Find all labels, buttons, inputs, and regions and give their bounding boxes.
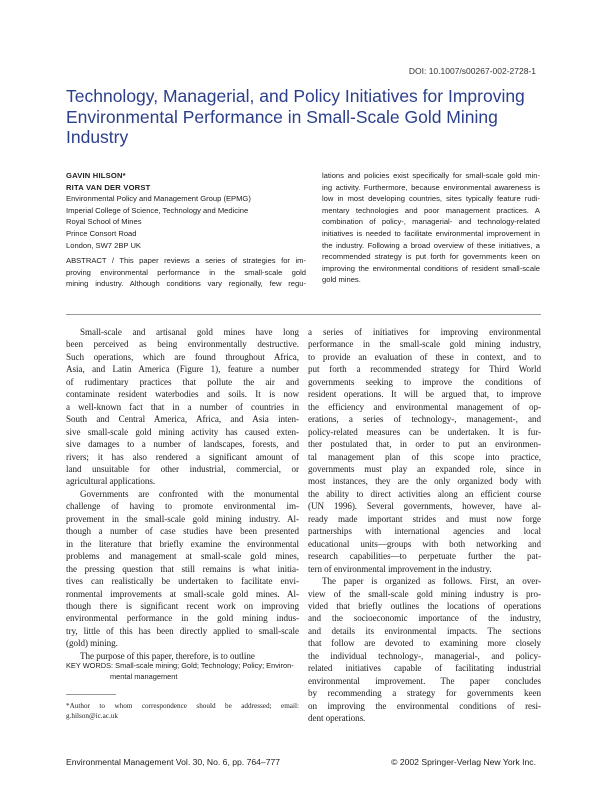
body-line: dent operations. [308,713,366,724]
body-line: problems and management at small-scale gold mines, [66,551,299,562]
body-line: tives can realistically be undertaken to facilitate envi- [66,576,299,587]
body-line: provement in the small-scale gold mining industry. Al- [66,513,299,524]
author-name: GAVIN HILSON* [66,171,126,180]
body-line: vided that briefly outlines the locations of operations [308,600,541,611]
abstract-line: mining industry. Although conditions vary regionally, few regu- [66,279,306,289]
abstract-line: proving environmental performance in the small-scale gold [66,267,306,277]
body-line: sive small-scale gold mining activity has caused exten- [66,426,299,437]
body-line: most instances, they are the only organized body with [308,476,541,487]
body-line: that follow are devoted to examining more closely [308,638,541,649]
body-line: The purpose of this paper, therefore, is to outline [80,650,255,661]
body-line: tern of environmental improvement in the industry. [308,563,492,574]
body-column-left [66,326,299,662]
footnote-line: g.hilson@ic.ac.uk [66,712,118,720]
body-line: ready made important strides and must now forge [308,513,541,524]
body-line: policy-related measures can be undertaken. It is fur- [308,426,541,437]
body-line: partnerships with international agencies and local [308,526,541,537]
keywords-line: mental management [110,672,178,681]
abstract-left [66,255,306,290]
body-line: sive damages to a number of landscapes, forests, and [66,439,299,450]
footnote-divider [66,694,116,695]
body-line: land unsuitable for other industrial, commercial, or [66,463,299,474]
body-line: the ability to direct activities along an efficient course [308,488,541,499]
affiliation-line: Prince Consort Road [66,228,137,238]
body-line: view of the small-scale gold mining industry is pro- [308,588,541,599]
section-divider [66,314,541,315]
abstract-line: recommended strategy is put forth for governments keen on [322,252,540,262]
abstract-line: gold mines. [322,275,361,285]
abstract-line: initiatives is needed to facilitate environmental improvement in [322,228,540,238]
body-line: governments seeking to improve the conditions of [308,376,541,387]
affiliation-line: London, SW7 2BP UK [66,240,141,250]
body-line: erations, a series of technology-, management-, and [308,414,541,425]
footnote [66,701,299,721]
footnote-line: *Author to whom correspondence should be addressed; email: [66,702,299,710]
body-line: in the literature that briefly examine the environmental [66,538,299,549]
body-line: tal management plan of this scope into practice, [308,451,541,462]
body-line: contaminate resident waterbodies and soils. It is now [66,389,299,400]
abstract-line: combination of policy-, managerial- and technology-related [322,217,540,227]
body-line: though a number of case studies have been presented [66,526,299,537]
abstract-line: ing activity. Furthermore, because environmental awareness is [322,182,540,192]
article-title: Technology, Managerial, and Policy Initiatives for Improving Environmental Performance in Small-Scale Gold Mining Industry [66,86,525,147]
abstract-line: low in most developing countries, sites typically feature rudi- [322,194,540,204]
affiliation-line: Environmental Policy and Management Group (EPMG) [66,194,251,204]
doi-label: DOI: 10.1007/s00267-002-2728-1 [408,66,536,76]
body-line: on improving the environmental conditions of resi- [308,700,541,711]
body-line: resident operations. It will be argued that, to improve [308,389,541,400]
body-line: Governments are confronted with the monumental [80,488,299,499]
body-line: and details its environmental impacts. The sections [308,625,541,636]
body-line: (UN 1996). Several governments, however, have al- [308,501,541,512]
journal-citation: Environmental Management Vol. 30, No. 6, pp. 764–777 [66,757,281,767]
affiliation [66,193,296,251]
body-line: to provide an evaluation of these in context, and to [308,351,541,362]
body-line: rivers; it has also rendered a significant amount of [66,451,299,462]
body-line: environmental performance in the gold mining indus- [66,613,299,624]
author-name: RITA VAN DER VORST [66,182,151,192]
body-line: related initiatives capable of facilitating industrial [308,663,541,674]
affiliation-line: Imperial College of Science, Technology and Medicine [66,205,249,215]
affiliation-line: Royal School of Mines [66,217,142,227]
body-line: the pressing question that still remains is what initia- [66,563,299,574]
body-line: The paper is organized as follows. First, an over- [322,576,541,587]
body-line: the individual technology-, managerial-, and policy- [308,650,541,661]
copyright-notice: © 2002 Springer-Verlag New York Inc. [391,757,536,767]
body-line: and the socioeconomic importance of the industry, [308,613,541,624]
body-line: performance in the small-scale gold mining industry, [308,339,541,350]
body-line: challenge of having to promote environmental im- [66,501,299,512]
body-line: a well-known fact that in a number of countries in [66,401,299,412]
body-line: put forth a recommended strategy for Third World [308,364,541,375]
body-line: Asia, and Latin America (Figure 1), feature a number [66,364,299,375]
body-line: South and Central America, Africa, and Asia inten- [66,414,299,425]
body-line: of rudimentary practices that pollute the air and [66,376,299,387]
body-line: Such operations, which are found throughout Africa, [66,351,299,362]
body-line: (gold) mining. [66,638,118,649]
abstract-line: the industry. Following a broad overview of these initiatives, a [322,240,540,250]
abstract-line: mentary technologies and poor management practices. A [322,205,540,215]
body-line: ronmental improvements at small-scale gold mines. Al- [66,588,299,599]
body-column-right [308,326,541,725]
body-line: been perceived as being environmentally destructive. [66,339,299,350]
abstract-right [322,170,540,286]
keywords-line: KEY WORDS: Small-scale mining; Gold; Technology; Policy; Environ- [66,661,294,670]
keywords [66,660,306,682]
body-line: try, little of this has been directly applied to small-scale [66,625,299,636]
author-block [66,170,296,251]
abstract-line: lations and policies exist specifically for small-scale gold min- [322,171,540,180]
abstract-line: ABSTRACT / This paper reviews a series of strategies for im- [66,256,306,265]
body-line: environmental improvement. The paper concludes [308,675,541,686]
body-line: ther postulated that, in order to put an environmen- [308,439,541,450]
body-line: educational units—groups with both networking and [308,538,541,549]
body-line: a series of initiatives for improving environmental [308,327,541,337]
body-line: Small-scale and artisanal gold mines have long [80,327,299,337]
body-line: though there is significant recent work on improving [66,600,299,611]
body-line: research capabilities—to perpetuate further the pat- [308,551,541,562]
abstract-line: improving the environmental conditions of resident small-scale [322,263,540,273]
body-line: governments must play an expanded role, since in [308,463,541,474]
body-line: agricultural applications. [66,476,156,487]
body-line: the efficiency and environmental management of op- [308,401,541,412]
body-line: by recommending a strategy for governments keen [308,688,541,699]
